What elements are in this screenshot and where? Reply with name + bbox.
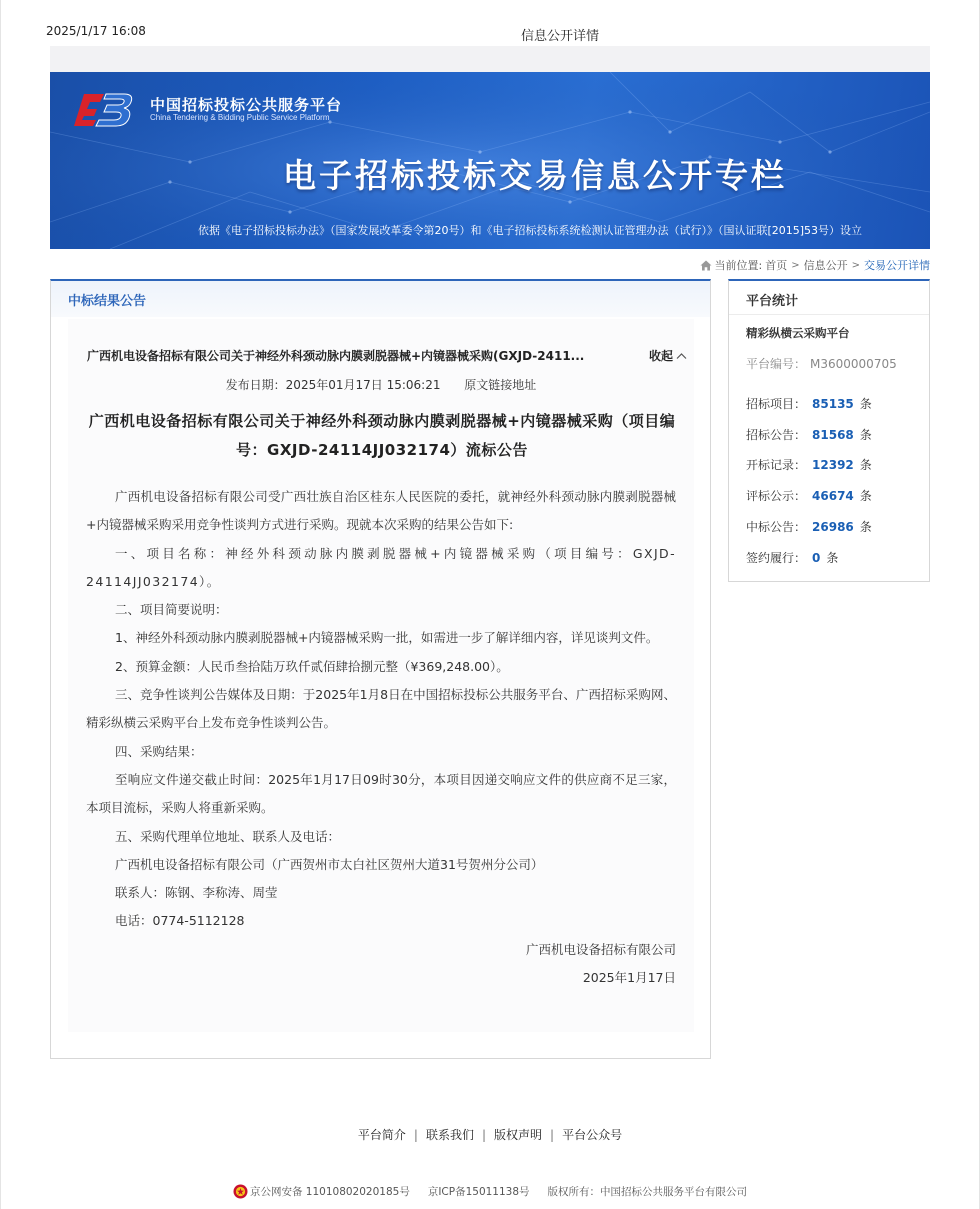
platform-code-label: 平台编号： bbox=[746, 357, 807, 371]
footer-link-copyright[interactable]: 版权声明 bbox=[494, 1128, 543, 1142]
paragraph: 四、采购结果： bbox=[115, 743, 203, 759]
stat-label: 中标公告： bbox=[746, 520, 807, 534]
paragraph: 2、预算金额：人民币叁拾陆万玖仟贰佰肆拾捌元整（¥369,248.00）。 bbox=[115, 658, 509, 674]
banner-title: 电子招标投标交易信息公开专栏 bbox=[283, 156, 787, 195]
stat-row bbox=[746, 426, 872, 443]
footer-link-about[interactable]: 平台简介 bbox=[357, 1128, 406, 1142]
paragraph: 联系人：陈钢、李称涛、周莹 bbox=[115, 885, 278, 901]
banner-legal-basis: 依据《电子招标投标办法》（国家发展改革委令第20号）和《电子招标投标系统检测认证管理办法（试行）》（国认证联[2015]53号）设立 bbox=[197, 224, 863, 237]
org-name-en: China Tendering & Bidding Public Service Platform bbox=[150, 113, 330, 122]
document-title: 广西机电设备招标有限公司关于神经外科颈动脉内膜剥脱器械+内镜器械采购（项目编号：GXJD-24114JJ032174）流标公告 bbox=[88, 412, 676, 459]
paragraph: 广西机电设备招标有限公司受广西壮族自治区桂东人民医院的委托，就神经外科颈动脉内膜剥脱器械+内镜器械采购采用竞争性谈判方式进行采购。现就本次采购的结果公告如下: bbox=[86, 489, 676, 533]
police-record-text: 京公网安备 11010802020185号 bbox=[249, 1186, 410, 1198]
breadcrumb-prefix: 当前位置: bbox=[714, 259, 763, 272]
police-badge-icon bbox=[233, 1184, 248, 1199]
paragraph: 一、项目名称：神经外科颈动脉内膜剥脱器械+内镜器械采购（项目编号：GXJD-24114JJ032174）。 bbox=[86, 545, 676, 589]
top-strip bbox=[50, 46, 930, 72]
home-icon bbox=[700, 260, 712, 271]
stat-row bbox=[746, 518, 872, 535]
stat-label: 签约履行： bbox=[746, 551, 807, 565]
chevron-up-icon bbox=[676, 352, 687, 360]
stat-value: 85135 bbox=[812, 397, 854, 411]
stat-unit: 条 bbox=[859, 520, 872, 534]
platform-stats-panel bbox=[728, 279, 930, 582]
notice-meta bbox=[68, 376, 694, 393]
footer-info bbox=[0, 1184, 980, 1199]
publish-date: 发布日期：2025年01月17日 15:06:21 bbox=[225, 378, 441, 392]
footer-link-contact[interactable]: 联系我们 bbox=[425, 1128, 474, 1142]
paragraph: 广西机电设备招标有限公司（广西贺州市太白社区贺州大道31号贺州分公司） bbox=[115, 856, 544, 872]
platform-code bbox=[746, 355, 897, 372]
stat-label: 招标公告： bbox=[746, 428, 807, 442]
stat-unit: 条 bbox=[859, 397, 872, 411]
collapse-label: 收起 bbox=[648, 349, 673, 363]
stat-row bbox=[746, 456, 872, 473]
stat-label: 开标记录： bbox=[746, 458, 807, 472]
stat-value: 12392 bbox=[812, 458, 854, 472]
paragraph: 至响应文件递交截止时间：2025年1月17日09时30分，本项目因递交响应文件的供应商不足三家，本项目流标，采购人将重新采购。 bbox=[86, 771, 676, 816]
stat-row bbox=[746, 395, 872, 412]
breadcrumb-info-public[interactable]: 信息公开 bbox=[803, 259, 848, 272]
org-name-cn: 中国招标投标公共服务平台 bbox=[150, 96, 343, 114]
signature-date: 2025年1月17日 bbox=[582, 970, 676, 986]
footer-separator: | bbox=[550, 1128, 555, 1142]
stats-title: 平台统计 bbox=[729, 281, 929, 315]
platform-code-value: M3600000705 bbox=[810, 357, 897, 371]
paragraph: 电话：0774-5112128 bbox=[115, 913, 245, 929]
notice-content bbox=[68, 319, 694, 1032]
chevron-right-icon: > bbox=[851, 259, 860, 271]
notice-title: 广西机电设备招标有限公司关于神经外科颈动脉内膜剥脱器械+内镜器械采购(GXJD-2411... bbox=[87, 349, 585, 363]
document-body bbox=[86, 483, 676, 992]
signature-org: 广西机电设备招标有限公司 bbox=[525, 941, 676, 957]
stat-row bbox=[746, 549, 838, 566]
breadcrumb-home[interactable]: 首页 bbox=[765, 259, 788, 272]
footer-links bbox=[0, 1126, 980, 1143]
stat-label: 招标项目： bbox=[746, 397, 807, 411]
section-title: 中标结果公告 bbox=[51, 281, 710, 317]
stat-label: 评标公示： bbox=[746, 489, 807, 503]
print-date: 2025/1/17 16:08 bbox=[46, 24, 146, 38]
stat-unit: 条 bbox=[859, 428, 872, 442]
source-link[interactable]: 原文链接地址 bbox=[464, 378, 537, 392]
notice-panel bbox=[50, 279, 711, 1059]
platform-logo-icon bbox=[74, 90, 138, 128]
footer-separator: | bbox=[481, 1128, 487, 1142]
paragraph: 二、项目简要说明： bbox=[115, 602, 228, 618]
footer-link-wechat[interactable]: 平台公众号 bbox=[562, 1128, 623, 1142]
stat-value: 0 bbox=[812, 551, 821, 565]
chevron-right-icon: > bbox=[791, 259, 800, 271]
paragraph: 三、竞争性谈判公告媒体及日期：于2025年1月8日在中国招标投标公共服务平台、广西招标采购网、精彩纵横云采购平台上发布竞争性谈判公告。 bbox=[86, 687, 676, 731]
breadcrumb bbox=[700, 257, 931, 273]
icp-record[interactable]: 京ICP备15011138号 bbox=[427, 1186, 530, 1198]
breadcrumb-current[interactable]: 交易公开详情 bbox=[864, 259, 930, 272]
footer-separator: | bbox=[413, 1128, 418, 1142]
paragraph: 五、采购代理单位地址、联系人及电话： bbox=[115, 828, 341, 844]
stat-unit: 条 bbox=[859, 458, 872, 472]
paragraph: 1、神经外科颈动脉内膜剥脱器械+内镜器械采购一批，如需进一步了解详细内容，详见谈判文件。 bbox=[115, 630, 659, 646]
stat-row bbox=[746, 487, 872, 504]
collapse-button[interactable] bbox=[649, 347, 687, 364]
platform-name: 精彩纵横云采购平台 bbox=[746, 326, 850, 340]
copyright-owner: 版权所有：中国招标公共服务平台有限公司 bbox=[547, 1186, 748, 1198]
print-page-title: 信息公开详情 bbox=[520, 29, 599, 44]
stat-value: 46674 bbox=[812, 489, 854, 503]
notice-title-row bbox=[87, 347, 687, 364]
stat-value: 81568 bbox=[812, 428, 854, 442]
stat-unit: 条 bbox=[826, 551, 839, 565]
stat-value: 26986 bbox=[812, 520, 854, 534]
header-banner bbox=[50, 72, 930, 249]
stat-unit: 条 bbox=[859, 489, 872, 503]
police-record[interactable] bbox=[233, 1184, 410, 1199]
